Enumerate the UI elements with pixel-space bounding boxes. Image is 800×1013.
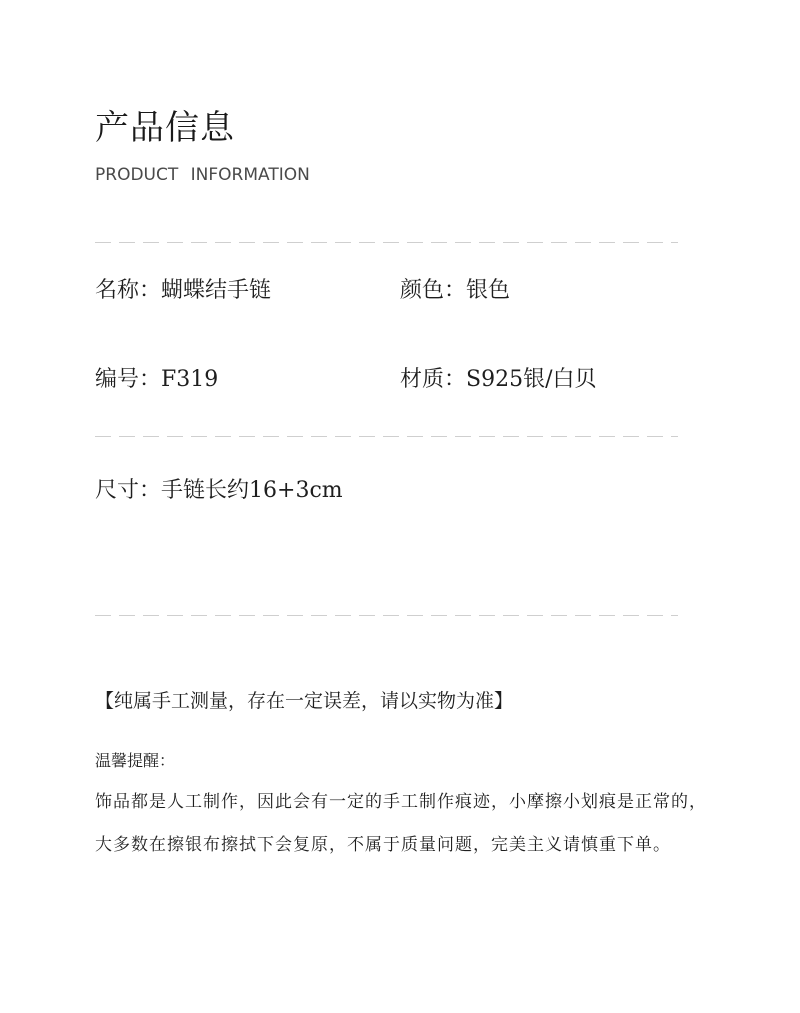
spec-size-label: 尺寸： [95, 478, 162, 503]
measurement-note: 【纯属手工测量，存在一定误差，请以实物为准】 [95, 690, 514, 712]
spec-name [95, 280, 271, 302]
dashed-divider-3 [95, 615, 678, 616]
reminder-line-2: 大多数在擦银布擦拭下会复原，不属于质量问题，完美主义请慎重下单。 [95, 835, 671, 855]
dashed-divider-1 [95, 242, 678, 243]
spec-code-value: F319 [161, 367, 219, 392]
spec-size [95, 480, 343, 502]
spec-color [400, 280, 510, 302]
spec-material [400, 369, 597, 391]
dashed-divider-2 [95, 436, 678, 437]
spec-material-value: S925银/白贝 [466, 367, 597, 392]
spec-material-label: 材质： [400, 367, 467, 392]
spec-size-value: 手链长约16+3cm [161, 478, 343, 503]
spec-color-label: 颜色： [400, 278, 467, 303]
spec-code-label: 编号： [95, 367, 162, 392]
reminder-heading: 温馨提醒： [95, 751, 176, 770]
spec-name-label: 名称： [95, 278, 162, 303]
spec-color-value: 银色 [466, 278, 511, 303]
page-subtitle: PRODUCT INFORMATION [95, 165, 310, 185]
page-title: 产品信息 [95, 108, 235, 148]
reminder-line-1: 饰品都是人工制作，因此会有一定的手工制作痕迹，小摩擦小划痕是正常的， [95, 792, 707, 812]
spec-code [95, 369, 218, 391]
spec-name-value: 蝴蝶结手链 [161, 278, 272, 303]
